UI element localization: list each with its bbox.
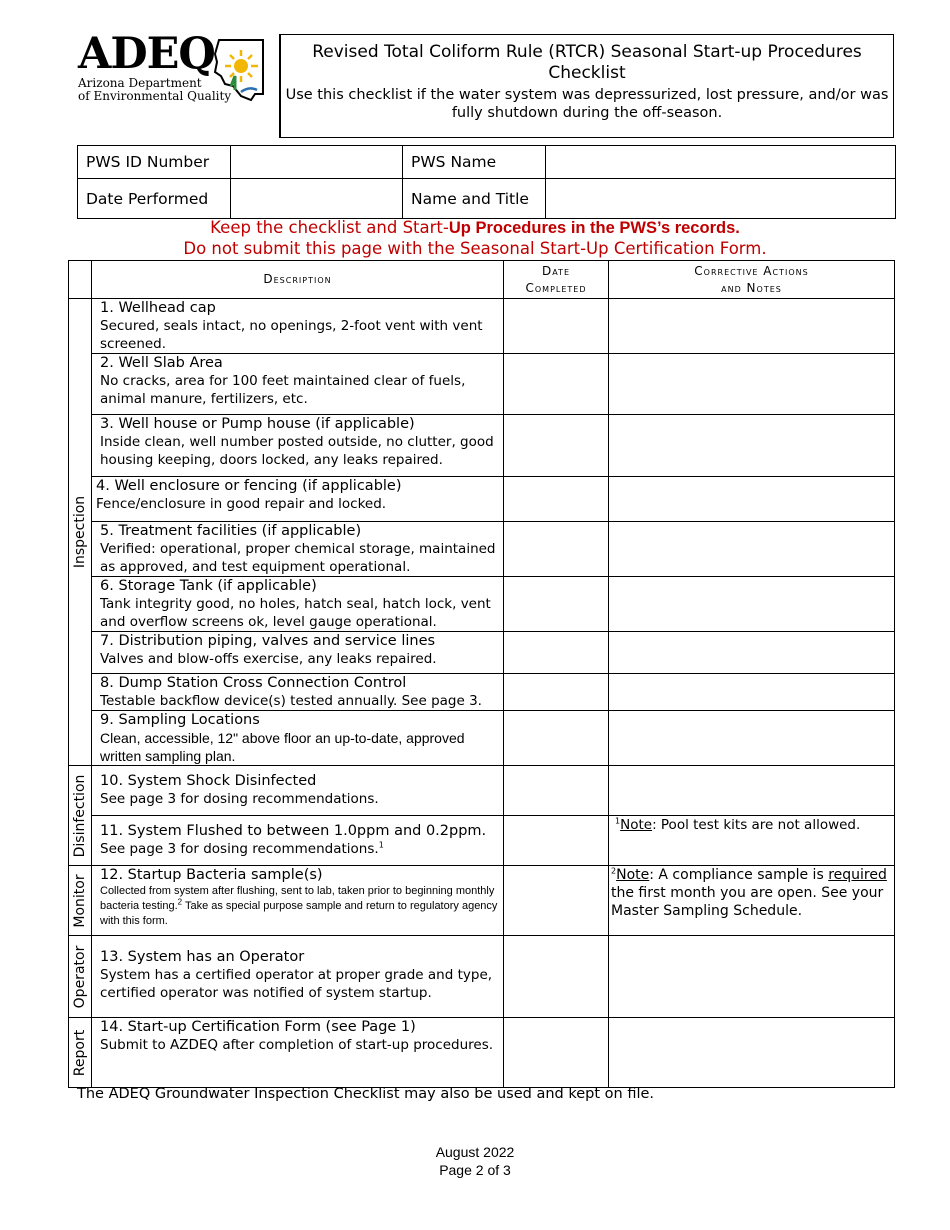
- item-title: 8. Dump Station Cross Connection Control: [100, 675, 407, 691]
- date-performed-label: Date Performed: [78, 179, 231, 219]
- pws-name-field[interactable]: [546, 146, 896, 179]
- item-desc: System has a certified operator at proper grade and type, certified operator was notified of system startup.: [100, 967, 493, 1001]
- page-number: Page 2 of 3: [439, 1162, 511, 1178]
- pws-id-label: PWS ID Number: [78, 146, 231, 179]
- item-desc: See page 3 for dosing recommendations.: [100, 791, 379, 807]
- item-desc: [100, 840, 503, 858]
- item-11: [92, 816, 504, 866]
- item-7-notes[interactable]: [609, 632, 895, 674]
- item-title: 10. System Shock Disinfected: [100, 773, 317, 789]
- warning-line-2: Do not submit this page with the Seasonal Start-Up Certification Form.: [183, 239, 767, 258]
- item-desc: [100, 884, 503, 929]
- item-1-date[interactable]: [504, 299, 609, 354]
- item-title: 13. System has an Operator: [100, 949, 305, 965]
- warning-line-1b: Up Procedures in the PWS’s records.: [448, 219, 740, 237]
- item-6: [92, 577, 504, 632]
- note-1-text: : Pool test kits are not allowed.: [652, 817, 861, 833]
- section-operator-label: Operator: [72, 945, 88, 1008]
- item-10: [92, 766, 504, 816]
- warning-line-1: [0, 218, 950, 238]
- page-footer: [0, 1143, 950, 1179]
- date-completed-header: [504, 261, 609, 299]
- item-8-date[interactable]: [504, 674, 609, 711]
- note-2-required: required: [828, 867, 887, 883]
- item-2-date[interactable]: [504, 354, 609, 415]
- item-desc: Tank integrity good, no holes, hatch seal, hatch lock, vent and overflow screens ok, level gauge operational.: [100, 596, 491, 630]
- corrective-actions-header: [609, 261, 895, 299]
- section-operator: [69, 936, 92, 1018]
- item-title: 11. System Flushed to between 1.0ppm and 0.2ppm.: [100, 823, 487, 839]
- note-1: [609, 816, 895, 866]
- item-6-date[interactable]: [504, 577, 609, 632]
- item-desc: Fence/enclosure in good repair and locked.: [96, 496, 387, 512]
- item-4-date[interactable]: [504, 477, 609, 522]
- logo-wordmark: ADEQ: [78, 29, 215, 79]
- item-8-notes[interactable]: [609, 674, 895, 711]
- item-desc: Secured, seals intact, no openings, 2-foot vent with vent screened.: [100, 318, 483, 352]
- item-12: [92, 866, 504, 936]
- item-12-date[interactable]: [504, 866, 609, 936]
- item-7: [92, 632, 504, 674]
- logo-line-1: Arizona Department: [78, 76, 202, 90]
- item-9-notes[interactable]: [609, 711, 895, 766]
- note-2-marker: 2: [611, 866, 617, 876]
- item-10-notes[interactable]: [609, 766, 895, 816]
- footnote-marker: 2: [177, 897, 183, 907]
- item-desc: Submit to AZDEQ after completion of start-up procedures.: [100, 1037, 494, 1053]
- corrective-header-line-1: Corrective Actions: [694, 263, 809, 278]
- item-title: 1. Wellhead cap: [100, 300, 216, 316]
- item-desc: Clean, accessible, 12" above floor an up-to-date, approved written sampling plan.: [100, 730, 465, 764]
- item-1: [92, 299, 504, 354]
- section-inspection-label: Inspection: [72, 495, 88, 569]
- item-10-date[interactable]: [504, 766, 609, 816]
- note-2-text-a: : A compliance sample is: [649, 867, 829, 883]
- item-title: 4. Well enclosure or fencing (if applicable): [96, 478, 402, 494]
- item-4-notes[interactable]: [609, 477, 895, 522]
- item-title: 12. Startup Bacteria sample(s): [100, 867, 323, 883]
- section-monitor-label: Monitor: [72, 873, 88, 928]
- item-title: 3. Well house or Pump house (if applicable): [100, 416, 415, 432]
- document-subtitle: Use this checklist if the water system was depressurized, lost pressure, and/or was fully shutdown during the off-season.: [285, 87, 889, 121]
- item-11-date[interactable]: [504, 816, 609, 866]
- item-2: [92, 354, 504, 415]
- item-desc: Testable backflow device(s) tested annually. See page 3.: [100, 693, 482, 709]
- adeq-logo: [78, 29, 268, 104]
- item-14-date[interactable]: [504, 1018, 609, 1088]
- item-9-date[interactable]: [504, 711, 609, 766]
- item-desc-a: Collected from system after flushing, sent to lab, taken prior to beginning monthly bacteria testing.: [100, 885, 495, 912]
- section-inspection: [69, 299, 92, 766]
- item-13-notes[interactable]: [609, 936, 895, 1018]
- item-6-notes[interactable]: [609, 577, 895, 632]
- item-3-date[interactable]: [504, 415, 609, 477]
- name-title-field[interactable]: [546, 179, 896, 219]
- item-title: 5. Treatment facilities (if applicable): [100, 523, 362, 539]
- section-monitor: [69, 866, 92, 936]
- system-info-table: [77, 145, 896, 219]
- item-14: [92, 1018, 504, 1088]
- item-2-notes[interactable]: [609, 354, 895, 415]
- item-4: [92, 477, 504, 522]
- footnote-marker: 1: [378, 840, 384, 850]
- note-1-label: Note: [620, 817, 653, 833]
- title-box: [279, 34, 894, 138]
- item-desc: Verified: operational, proper chemical storage, maintained as approved, and test equipment operational.: [100, 541, 496, 575]
- item-desc: No cracks, area for 100 feet maintained clear of fuels, animal manure, fertilizers, etc.: [100, 373, 466, 407]
- note-2: [609, 866, 895, 936]
- section-disinfection-label: Disinfection: [72, 774, 88, 857]
- item-desc-text: See page 3 for dosing recommendations.: [100, 841, 379, 857]
- name-title-label: Name and Title: [403, 179, 546, 219]
- pws-id-field[interactable]: [231, 146, 403, 179]
- note-2-label: Note: [616, 867, 650, 883]
- item-9: [92, 711, 504, 766]
- document-title: Revised Total Coliform Rule (RTCR) Seasonal Start-up Procedures Checklist: [312, 42, 862, 83]
- checklist-table: [68, 260, 895, 1088]
- date-header-line-1: Date: [541, 263, 571, 278]
- pws-name-label: PWS Name: [403, 146, 546, 179]
- item-13-date[interactable]: [504, 936, 609, 1018]
- item-title: 9. Sampling Locations: [100, 712, 260, 728]
- logo-line-2: of Environmental Quality: [78, 89, 232, 103]
- corrective-header-line-2: and Notes: [721, 280, 782, 295]
- item-5-date[interactable]: [504, 522, 609, 577]
- item-14-notes[interactable]: [609, 1018, 895, 1088]
- item-8: [92, 674, 504, 711]
- warning-line-1a: Keep the checklist and Start-: [210, 218, 449, 237]
- footer-note: The ADEQ Groundwater Inspection Checklist may also be used and kept on file.: [77, 1086, 655, 1102]
- item-title: 6. Storage Tank (if applicable): [100, 578, 317, 594]
- corner-cell: [69, 261, 92, 299]
- section-report-label: Report: [72, 1029, 88, 1076]
- note-2-text-b: the first month you are open. See your Master Sampling Schedule.: [611, 885, 884, 919]
- note-1-marker: 1: [615, 816, 621, 826]
- item-7-date[interactable]: [504, 632, 609, 674]
- footer-date: August 2022: [435, 1144, 515, 1160]
- item-3-notes[interactable]: [609, 415, 895, 477]
- item-13: [92, 936, 504, 1018]
- item-desc-b: Take as special purpose sample and return to regulatory agency with this form.: [100, 900, 498, 927]
- item-desc: Valves and blow-offs exercise, any leaks repaired.: [100, 651, 437, 667]
- item-5: [92, 522, 504, 577]
- date-performed-field[interactable]: [231, 179, 403, 219]
- date-header-line-2: Completed: [525, 280, 587, 295]
- item-title: 2. Well Slab Area: [100, 355, 223, 371]
- item-5-notes[interactable]: [609, 522, 895, 577]
- section-report: [69, 1018, 92, 1088]
- item-desc: Inside clean, well number posted outside, no clutter, good housing keeping, doors locked, any leaks repaired.: [100, 434, 494, 468]
- item-1-notes[interactable]: [609, 299, 895, 354]
- item-title: 14. Start-up Certification Form (see Page 1): [100, 1019, 416, 1035]
- item-title: 7. Distribution piping, valves and service lines: [100, 633, 436, 649]
- section-disinfection: [69, 766, 92, 866]
- item-3: [92, 415, 504, 477]
- description-header: Description: [92, 261, 504, 299]
